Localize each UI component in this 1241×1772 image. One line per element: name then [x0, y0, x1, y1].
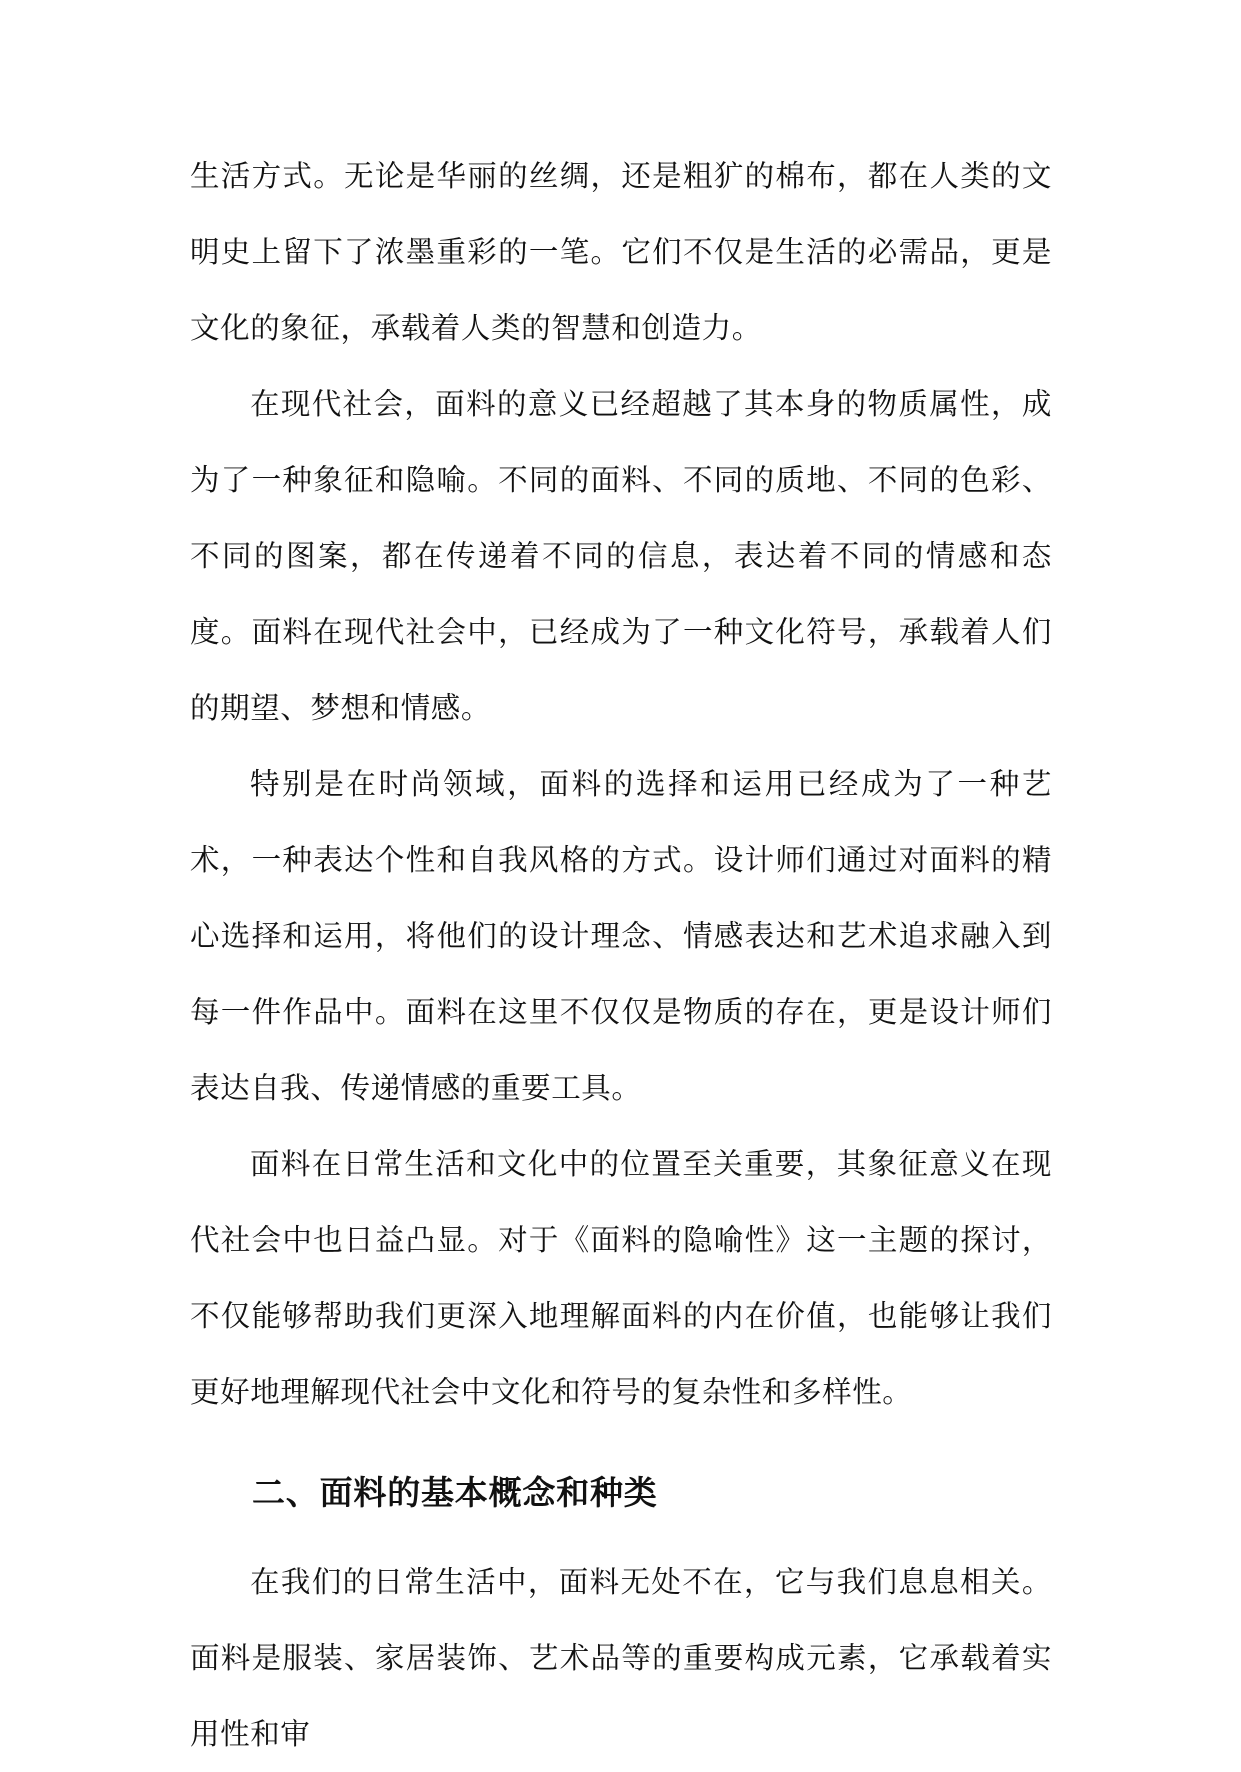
section-heading: 二、面料的基本概念和种类	[252, 1473, 658, 1512]
paragraph-modern-society: 在现代社会，面料的意义已经超越了其本身的物质属性，成为了一种象征和隐喻。不同的面料、不同的质地、不同的色彩、不同的图案，都在传递着不同的信息，表达着不同的情感和态度。面料在现代社会中，已经成为了一种文化符号，承载着人们的期望、梦想和情感。	[190, 387, 1052, 725]
paragraph-section-intro: 在我们的日常生活中，面料无处不在，它与我们息息相关。面料是服装、家居装饰、艺术品等的重要构成元素，它承载着实用性和审	[190, 1565, 1052, 1751]
paragraph-fashion: 特别是在时尚领域，面料的选择和运用已经成为了一种艺术，一种表达个性和自我风格的方式。设计师们通过对面料的精心选择和运用，将他们的设计理念、情感表达和艺术追求融入到每一件作品中。面料在这里不仅仅是物质的存在，更是设计师们表达自我、传递情感的重要工具。	[190, 767, 1052, 1105]
document-body	[190, 138, 1052, 1772]
paragraph-continued: 生活方式。无论是华丽的丝绸，还是粗犷的棉布，都在人类的文明史上留下了浓墨重彩的一笔。它们不仅是生活的必需品，更是文化的象征，承载着人类的智慧和创造力。	[190, 159, 1052, 345]
paragraph-summary: 面料在日常生活和文化中的位置至关重要，其象征意义在现代社会中也日益凸显。对于《面料的隐喻性》这一主题的探讨，不仅能够帮助我们更深入地理解面料的内在价值，也能够让我们更好地理解现代社会中文化和符号的复杂性和多样性。	[190, 1147, 1052, 1409]
